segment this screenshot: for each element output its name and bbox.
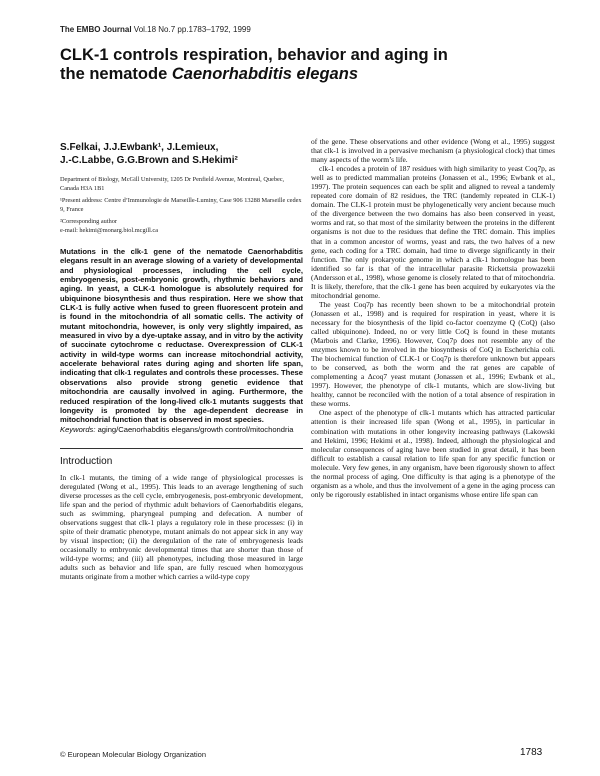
title-species: Caenorhabditis elegans [171,65,358,83]
keywords-label: Keywords: [60,424,96,434]
affiliation-3: ²Corresponding author e-mail: hekimi@monarg.biol.mcgill.ca [60,218,159,234]
intro-heading: Introduction [60,455,113,467]
right-paragraph-1: of the gene. These observations and other evidence (Wong et al., 1995) suggest that clk-1 is involved in a pervasive mechanism (a physiological clock) that times many aspects of the worm’s life. [311,137,555,165]
affiliation-2: ¹Present address: Centre d’Immunologie de Marseille-Luminy, Case 906 13288 Marseille cedex 9, France [60,197,302,213]
page-number: 1783 [520,747,543,758]
right-column [311,137,555,499]
title-line2-prefix: the nematode [60,65,172,83]
journal-name: The EMBO Journal [60,25,132,34]
article-title [60,46,500,84]
copyright-notice: © European Molecular Biology Organization [60,750,207,759]
section-divider [60,448,303,449]
abstract: Mutations in the clk-1 gene of the nematode Caenorhabditis elegans result in an average slowing of a variety of developmental and physiological processes, including the cell cycle, embryogenesis, post-embryonic growth, rhythmic behaviors and aging. In yeast, a CLK-1 homologue is absolutely required for ubiquinone biosynthesis and thus respiration. Here we show that CLK-1 is fully active when fused to green fluorescent protein and is found in the mitochondria of all somatic cells. The activity of mutant mitochondria, however, is only very slightly impaired, as measured in vivo by a dye-uptake assay, and in vitro by the activity of succinate cytochrome c reductase. Overexpression of CLK-1 activity in wild-type worms can increase mitochondrial activity, accelerate behavioral rates during aging and shorten life span, indicating that clk-1 regulates and controls these processes. These observations also provide strong genetic evidence that mitochondria are causally involved in aging. Furthermore, the reduced respiration of the long-lived clk-1 mutants suggests that longevity is promoted by the age-dependent decrease in mitochondrial function that is observed in most species. [60,247,303,425]
affiliation-1: Department of Biology, McGill University, 1205 Dr Penfield Avenue, Montreal, Quebec, Canada H3A 1B1 [60,176,285,192]
journal-header [60,25,251,34]
keywords-text: aging/Caenorhabditis elegans/growth control/mitochondria [95,424,294,434]
right-paragraph-2: clk-1 encodes a protein of 187 residues with high similarity to yeast Coq7p, as well as to predicted mammalian proteins (Jonassen et al., 1996; Ewbank et al., 1997). The protein sequences can each be split and aligned to reveal a tandemly repeated core domain of 82 residues, the TRC (tandemly repeated in CLK-1) domain. The CLK-1 protein must be phylogenetically very ancient because much of the divergence between the two domains has also been conserved in yeast, worms and rat, so that most of the similarity between the proteins in the different organisms is not due to the residues that define the TRC domain. This implies that in a common ancestor of worms, yeast and rats, the two halves of a new gene, each coding for a TRC domain, had time to diverge significantly in their function. The only prokaryotic genome in which a clk-1 homologue has been identified so far is that of the intracellular parasite Rickettsia prowazekii (Andersson et al., 1998), whose genome is closely related to that of mitochondria. It is likely, therefore, that the clk-1 gene has been acquired by eukaryotes via the mitochondrial genome. [311,164,555,300]
intro-paragraph: In clk-1 mutants, the timing of a wide range of physiological processes is deregulated (Wong et al., 1995). This leads to an average lengthening of such diverse processes as the cell cycle, embryogenesis, post-embryonic development, life span and the period of rhythmic adult behaviors of Caenorhabditis elegans, such as swimming, pharyngeal pumping and defecation. A number of observations suggest that clk-1 plays a regulatory role in these processes: (i) in spite of their dramatic phenotype, mutant animals do not appear sick in any way by visual inspection; (ii) the deregulation of the rate of embryogenesis leads occasionally to embryonic developmental times that are shorter than those of wild-type worms; and (iii) all phenotypes, including those measured in large adults such as behavior and life span, are fully rescued when homozygous mutants originate from a mother which carries a wild-type copy [60,472,303,582]
left-column [60,137,303,581]
author-list [60,141,303,167]
authors-line2: J.-C.Labbe, G.G.Brown and S.Hekimi² [60,155,238,166]
affiliations [60,176,303,235]
authors-line1: S.Felkai, J.J.Ewbank¹, J.Lemieux, [60,142,219,153]
title-line1: CLK-1 controls respiration, behavior and aging in [60,46,448,64]
right-paragraph-3: The yeast Coq7p has recently been shown to be a mitochondrial protein (Jonassen et al., 1998) and is required for respiration in yeast, where it is necessary for the biosynthesis of the lipid co-factor coenzyme Q (CoQ) (also called ubiquinone). Indeed, no or very little CoQ is found in these mutants (Marbois and Clarke, 1996). However, Coq7p does not resemble any of the enzymes known to be involved in the biosynthesis of CoQ in Escherichia coli. The biochemical function of CLK-1 or Coq7p is therefore unknown but appears to be conserved, as both the worm and the rat genes are capable of complementing a Δcoq7 yeast mutant (Jonassen et al., 1996; Ewbank et al., 1997). However, the phenotype of clk-1 mutants, which are slow-living but healthy, cannot be reconciled with the notion of a total absence of respiration in these worms. [311,299,555,409]
keywords [60,425,303,434]
journal-details: Vol.18 No.7 pp.1783–1792, 1999 [133,25,251,34]
right-paragraph-4: One aspect of the phenotype of clk-1 mutants which has attracted particular attention is their increased life span (Wong et al., 1995), in particular in combination with mutations in other longevity increasing pathways (Lakowski and Hekimi, 1996; Hekimi et al., 1998). Indeed, although the physiological and molecular consequences of aging have been studied in great detail, it has been difficult to establish a causal relation to life span for any specific function or molecule. Very few genes, in any organism, have been rigorously shown to affect the normal process of aging. One difficulty is that aging is a phenotype of the organism as a whole, and thus the involvement of a gene in the aging process can only be rigorously established in intact organisms whose entire life span can [311,408,555,499]
